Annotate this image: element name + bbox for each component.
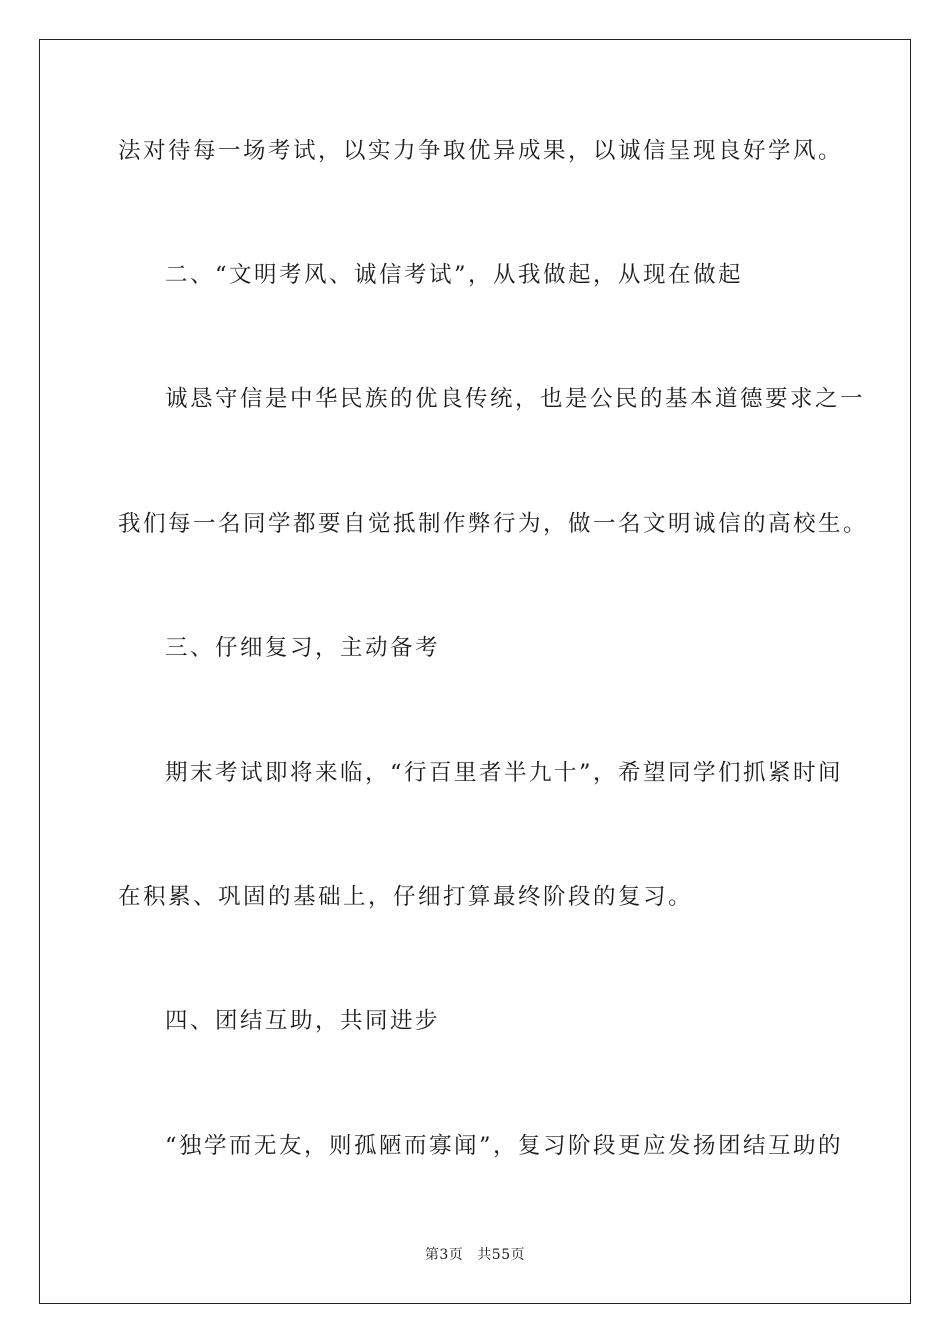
paragraph-line: 法对待每一场考试，以实力争取优异成果，以诚信呈现良好学风。 xyxy=(118,138,844,164)
page-number-current: 第3页 xyxy=(424,1247,464,1263)
section-heading-2: 二、“文明考风、诚信考试”，从我做起，从现在做起 xyxy=(165,262,744,288)
page-border xyxy=(39,39,911,1304)
paragraph-line: 诚恳守信是中华民族的优良传统，也是公民的基本道德要求之一 xyxy=(165,386,866,412)
section-heading-4: 四、团结互助，共同进步 xyxy=(165,1008,441,1034)
section-heading-3: 三、仔细复习，主动备考 xyxy=(165,635,441,661)
page-footer xyxy=(0,1246,950,1264)
paragraph-line: “独学而无友，则孤陋而寡闻”，复习阶段更应发扬团结互助的 xyxy=(165,1133,844,1159)
page-number-total: 共55页 xyxy=(477,1247,526,1263)
paragraph-line: 在积累、巩固的基础上，仔细打算最终阶段的复习。 xyxy=(118,884,694,910)
paragraph-line: 我们每一名同学都要自觉抵制作弊行为，做一名文明诚信的高校生。 xyxy=(118,511,869,537)
paragraph-line: 期末考试即将来临，“行百里者半九十”，希望同学们抓紧时间 xyxy=(165,760,844,786)
